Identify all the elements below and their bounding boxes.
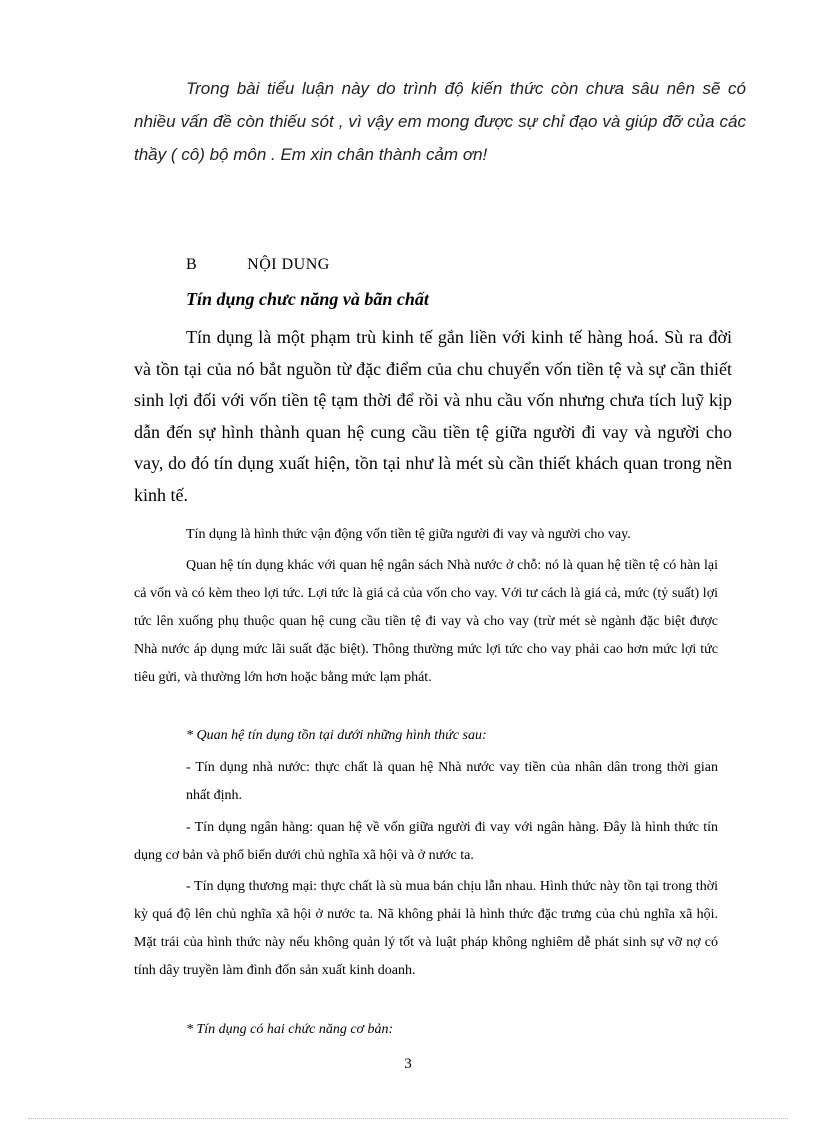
- paragraph-relationship: Quan hệ tín dụng khác với quan hệ ngân sách Nhà nước ở chỗ: nó là quan hệ tiền tệ có hàn lại cả vốn và có kèm theo lợi tức. Lợi tức là giá cả của vốn cho vay. Với tư cách là giá cả, mức (tỷ suất) lợi tức lên xuống phụ thuộc quan hệ cung cầu tiền tệ đi vay và cho vay (trừ mét sè ngành đặc biệt được Nhà nước áp dụng mức lãi suất đặc biệt). Thông thường mức lợi tức cho vay phải cao hơn mức lợi tức tiêu gửi, và thường lớn hơn hoặc bằng mức lạm phát.: [134, 558, 718, 685]
- forms-heading-text: * Quan hệ tín dụng tồn tại dưới những hình thức sau:: [186, 728, 487, 743]
- main-paragraph: Tín dụng là một phạm trù kinh tế gắn liền với kinh tế hàng hoá. Sù ra đời và tồn tại của nó bắt nguồn từ đặc điểm của chu chuyển vốn tiền tệ và sự cần thiết sinh lợi đối với vốn tiền tệ tạm thời để rồi và nhu cầu vốn nhưng chưa tích luỹ kịp dẫn đến sự hình thành quan hệ cung cầu tiền tệ giữa người đi vay và người cho vay, do đó tín dụng xuất hiện, tồn tại như là mét sù cần thiết khách quan trong nền kinh tế.: [134, 327, 732, 505]
- bank-credit-item: - Tín dụng ngân hàng: quan hệ về vốn giữa người đi vay với ngân hàng. Đây là hình thức tín dụng cơ bản và phổ biến dưới chủ nghĩa xã hội và ở nước ta.: [134, 820, 718, 863]
- paragraph-definition: Tín dụng là hình thức vận động vốn tiền tệ giữa người đi vay và người cho vay.: [186, 527, 631, 542]
- footer-divider: [28, 1118, 788, 1119]
- subheading: Tín dụng chưc năng và bãn chất: [186, 289, 429, 309]
- state-credit-item: - Tín dụng nhà nước: thực chất là quan hệ Nhà nước vay tiền của nhân dân trong thời gian nhất định.: [186, 760, 718, 803]
- functions-heading: [134, 1016, 718, 1044]
- intro-section: [134, 72, 746, 171]
- forms-heading: [134, 722, 718, 750]
- section-heading: [186, 256, 330, 274]
- section-letter: B: [186, 256, 198, 273]
- functions-heading-text: * Tín dụng có hai chức năng cơ bản:: [186, 1022, 394, 1037]
- intro-paragraph: Trong bài tiểu luận này do trình độ kiến thức còn chưa sâu nên sẽ có nhiều vấn đề còn thiếu sót , vì vậy em mong được sự chỉ đạo và giúp đỡ của các thầy ( cô) bộ môn . Em xin chân thành cảm ơn!: [134, 79, 746, 164]
- page-number: 3: [404, 1056, 412, 1072]
- commercial-credit-item: - Tín dụng thương mại: thực chất là sù mua bán chịu lẫn nhau. Hình thức này tồn tại trong thời kỳ quá độ lên chủ nghĩa xã hội ở nước ta. Nã không phải là hình thức đặc trưng của chủ nghĩa xã hội. Mặt trái của hình thức này nếu không quản lý tốt và luật pháp không nghiêm dễ phát sinh sự vỡ nợ có tính dây truyền làm đình đốn sản xuất kinh doanh.: [134, 879, 718, 978]
- section-title: NỘI DUNG: [247, 256, 330, 273]
